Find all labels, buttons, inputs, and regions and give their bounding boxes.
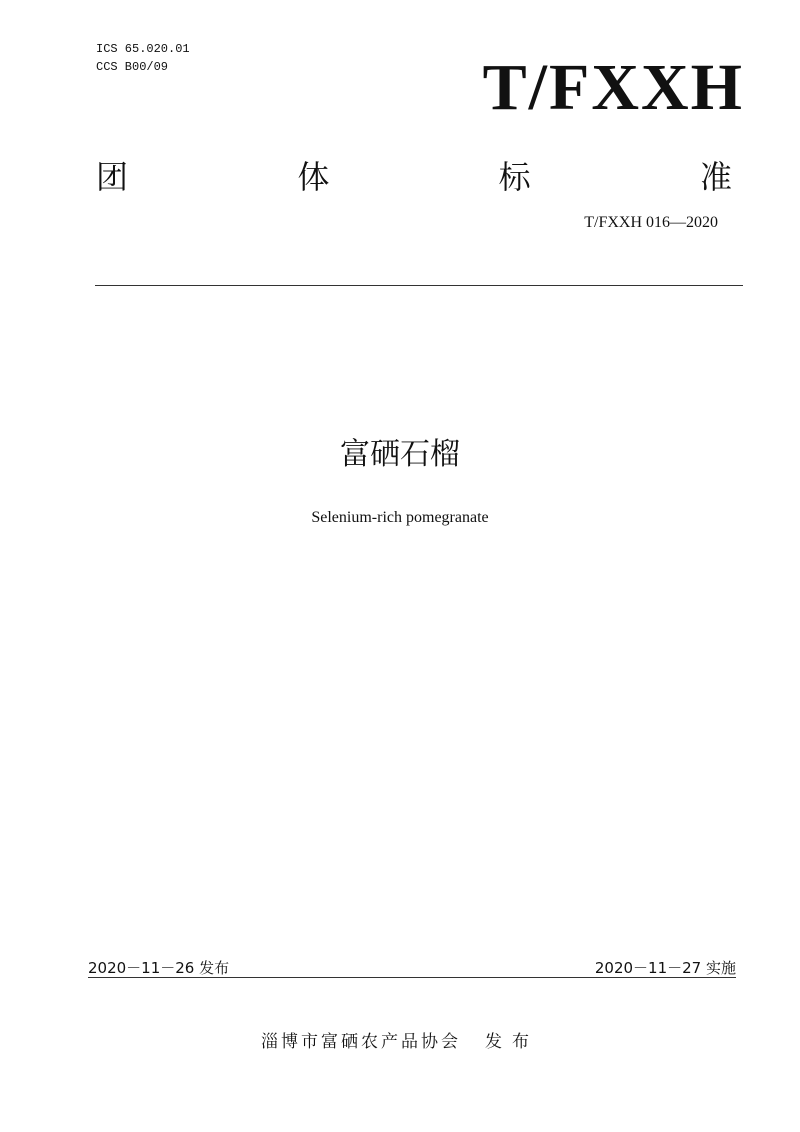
- publisher-line: [0, 1030, 800, 1054]
- title-char-2: 体: [297, 158, 330, 196]
- title-char-3: 标: [498, 158, 531, 196]
- ics-code: ICS 65.020.01: [96, 42, 190, 56]
- standard-number: T/FXXH 016—2020: [584, 214, 718, 231]
- implementation-date: 2020－11－27 实施: [594, 959, 736, 977]
- header-divider: [95, 285, 743, 286]
- document-title: 富硒石榴: [340, 437, 460, 472]
- issue-date: 2020－11－26 发布: [88, 959, 230, 977]
- title-char-4: 准: [699, 158, 732, 196]
- document-title-english: Selenium-rich pomegranate: [311, 509, 489, 526]
- ccs-code: CCS B00/09: [96, 60, 169, 74]
- publish-label: 发布: [485, 1032, 539, 1052]
- footer-divider: [88, 977, 736, 978]
- standard-logo-text: T/FXXH: [482, 51, 744, 124]
- publisher-name: 淄博市富硒农产品协会: [261, 1032, 461, 1052]
- standard-type-title: [96, 154, 732, 200]
- title-char-1: 团: [96, 158, 129, 196]
